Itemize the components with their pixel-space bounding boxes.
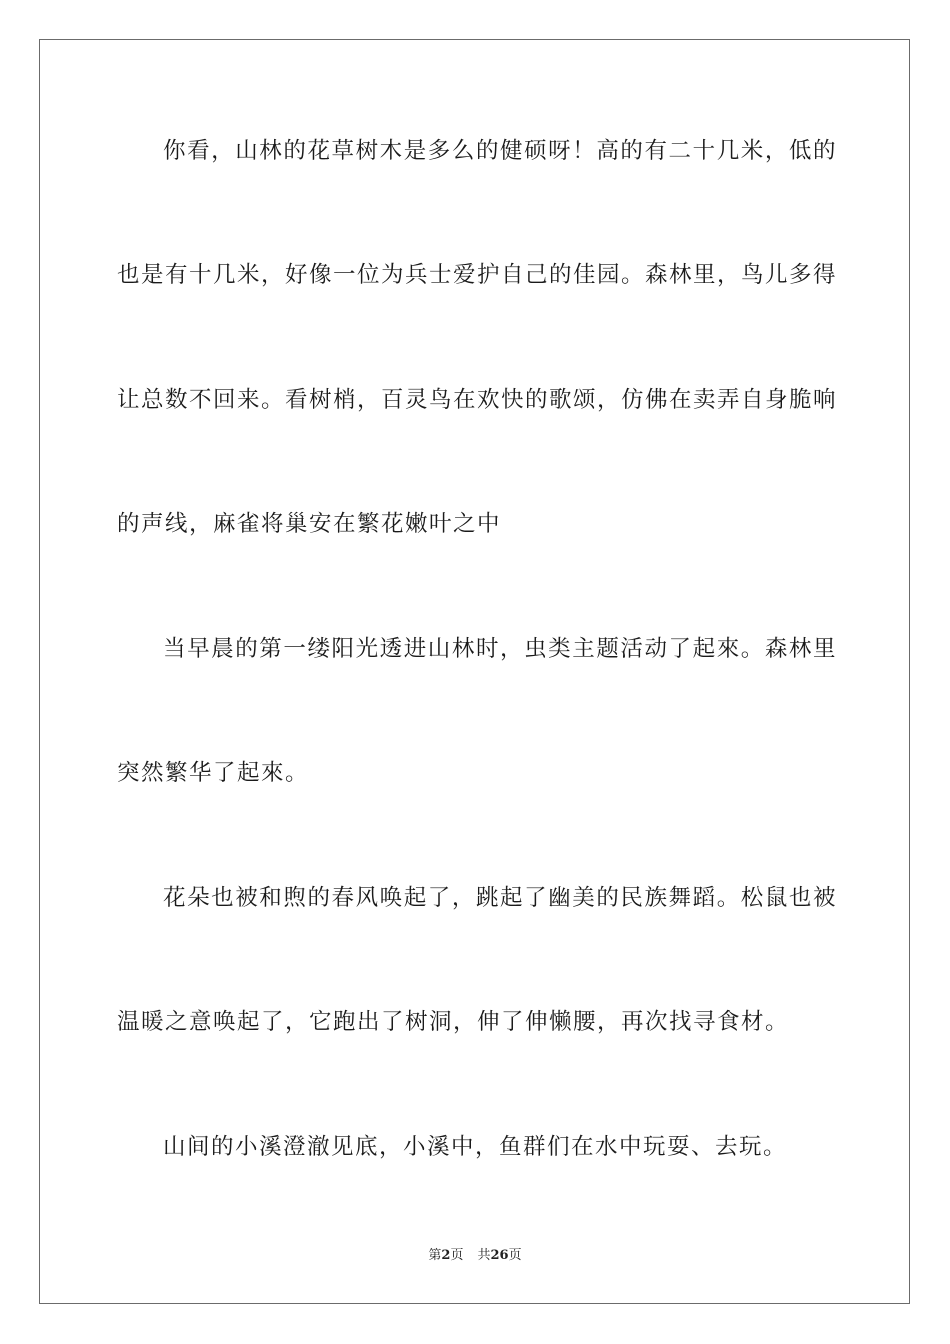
paragraph-1-line-3: 让总数不回来。看树梢，百灵鸟在欢快的歌颂，仿佛在卖弄自身脆响 xyxy=(117,387,838,413)
page-number: 2 xyxy=(441,1248,451,1263)
page-border xyxy=(39,39,910,1304)
paragraph-3-line-2: 温暖之意唤起了，它跑出了树洞，伸了伸懒腰，再次找寻食材。 xyxy=(117,1009,790,1035)
total-suffix: 页 xyxy=(508,1248,522,1263)
total-prefix: 共 xyxy=(477,1248,491,1263)
paragraph-2-line-2: 突然繁华了起來。 xyxy=(117,760,310,786)
paragraph-1-line-4: 的声线，麻雀将巢安在繁花嫩叶之中 xyxy=(117,511,502,537)
page-prefix: 第 xyxy=(428,1248,442,1263)
page-footer xyxy=(0,1247,950,1265)
paragraph-3-line-1: 花朵也被和煦的春风唤起了，跳起了幽美的民族舞蹈。松鼠也被 xyxy=(163,885,837,911)
paragraph-2-line-1: 当早晨的第一缕阳光透进山林时，虫类主题活动了起來。森林里 xyxy=(163,636,837,662)
paragraph-1-line-2: 也是有十几米，好像一位为兵士爱护自己的佳园。森林里，鸟儿多得 xyxy=(117,262,838,288)
paragraph-1-line-1: 你看，山林的花草树木是多么的健硕呀！高的有二十几米，低的 xyxy=(163,138,837,164)
paragraph-4-line-1: 山间的小溪澄澈见底，小溪中，鱼群们在水中玩耍、去玩。 xyxy=(163,1134,788,1160)
total-pages: 26 xyxy=(490,1248,509,1263)
page-suffix: 页 xyxy=(450,1248,464,1263)
